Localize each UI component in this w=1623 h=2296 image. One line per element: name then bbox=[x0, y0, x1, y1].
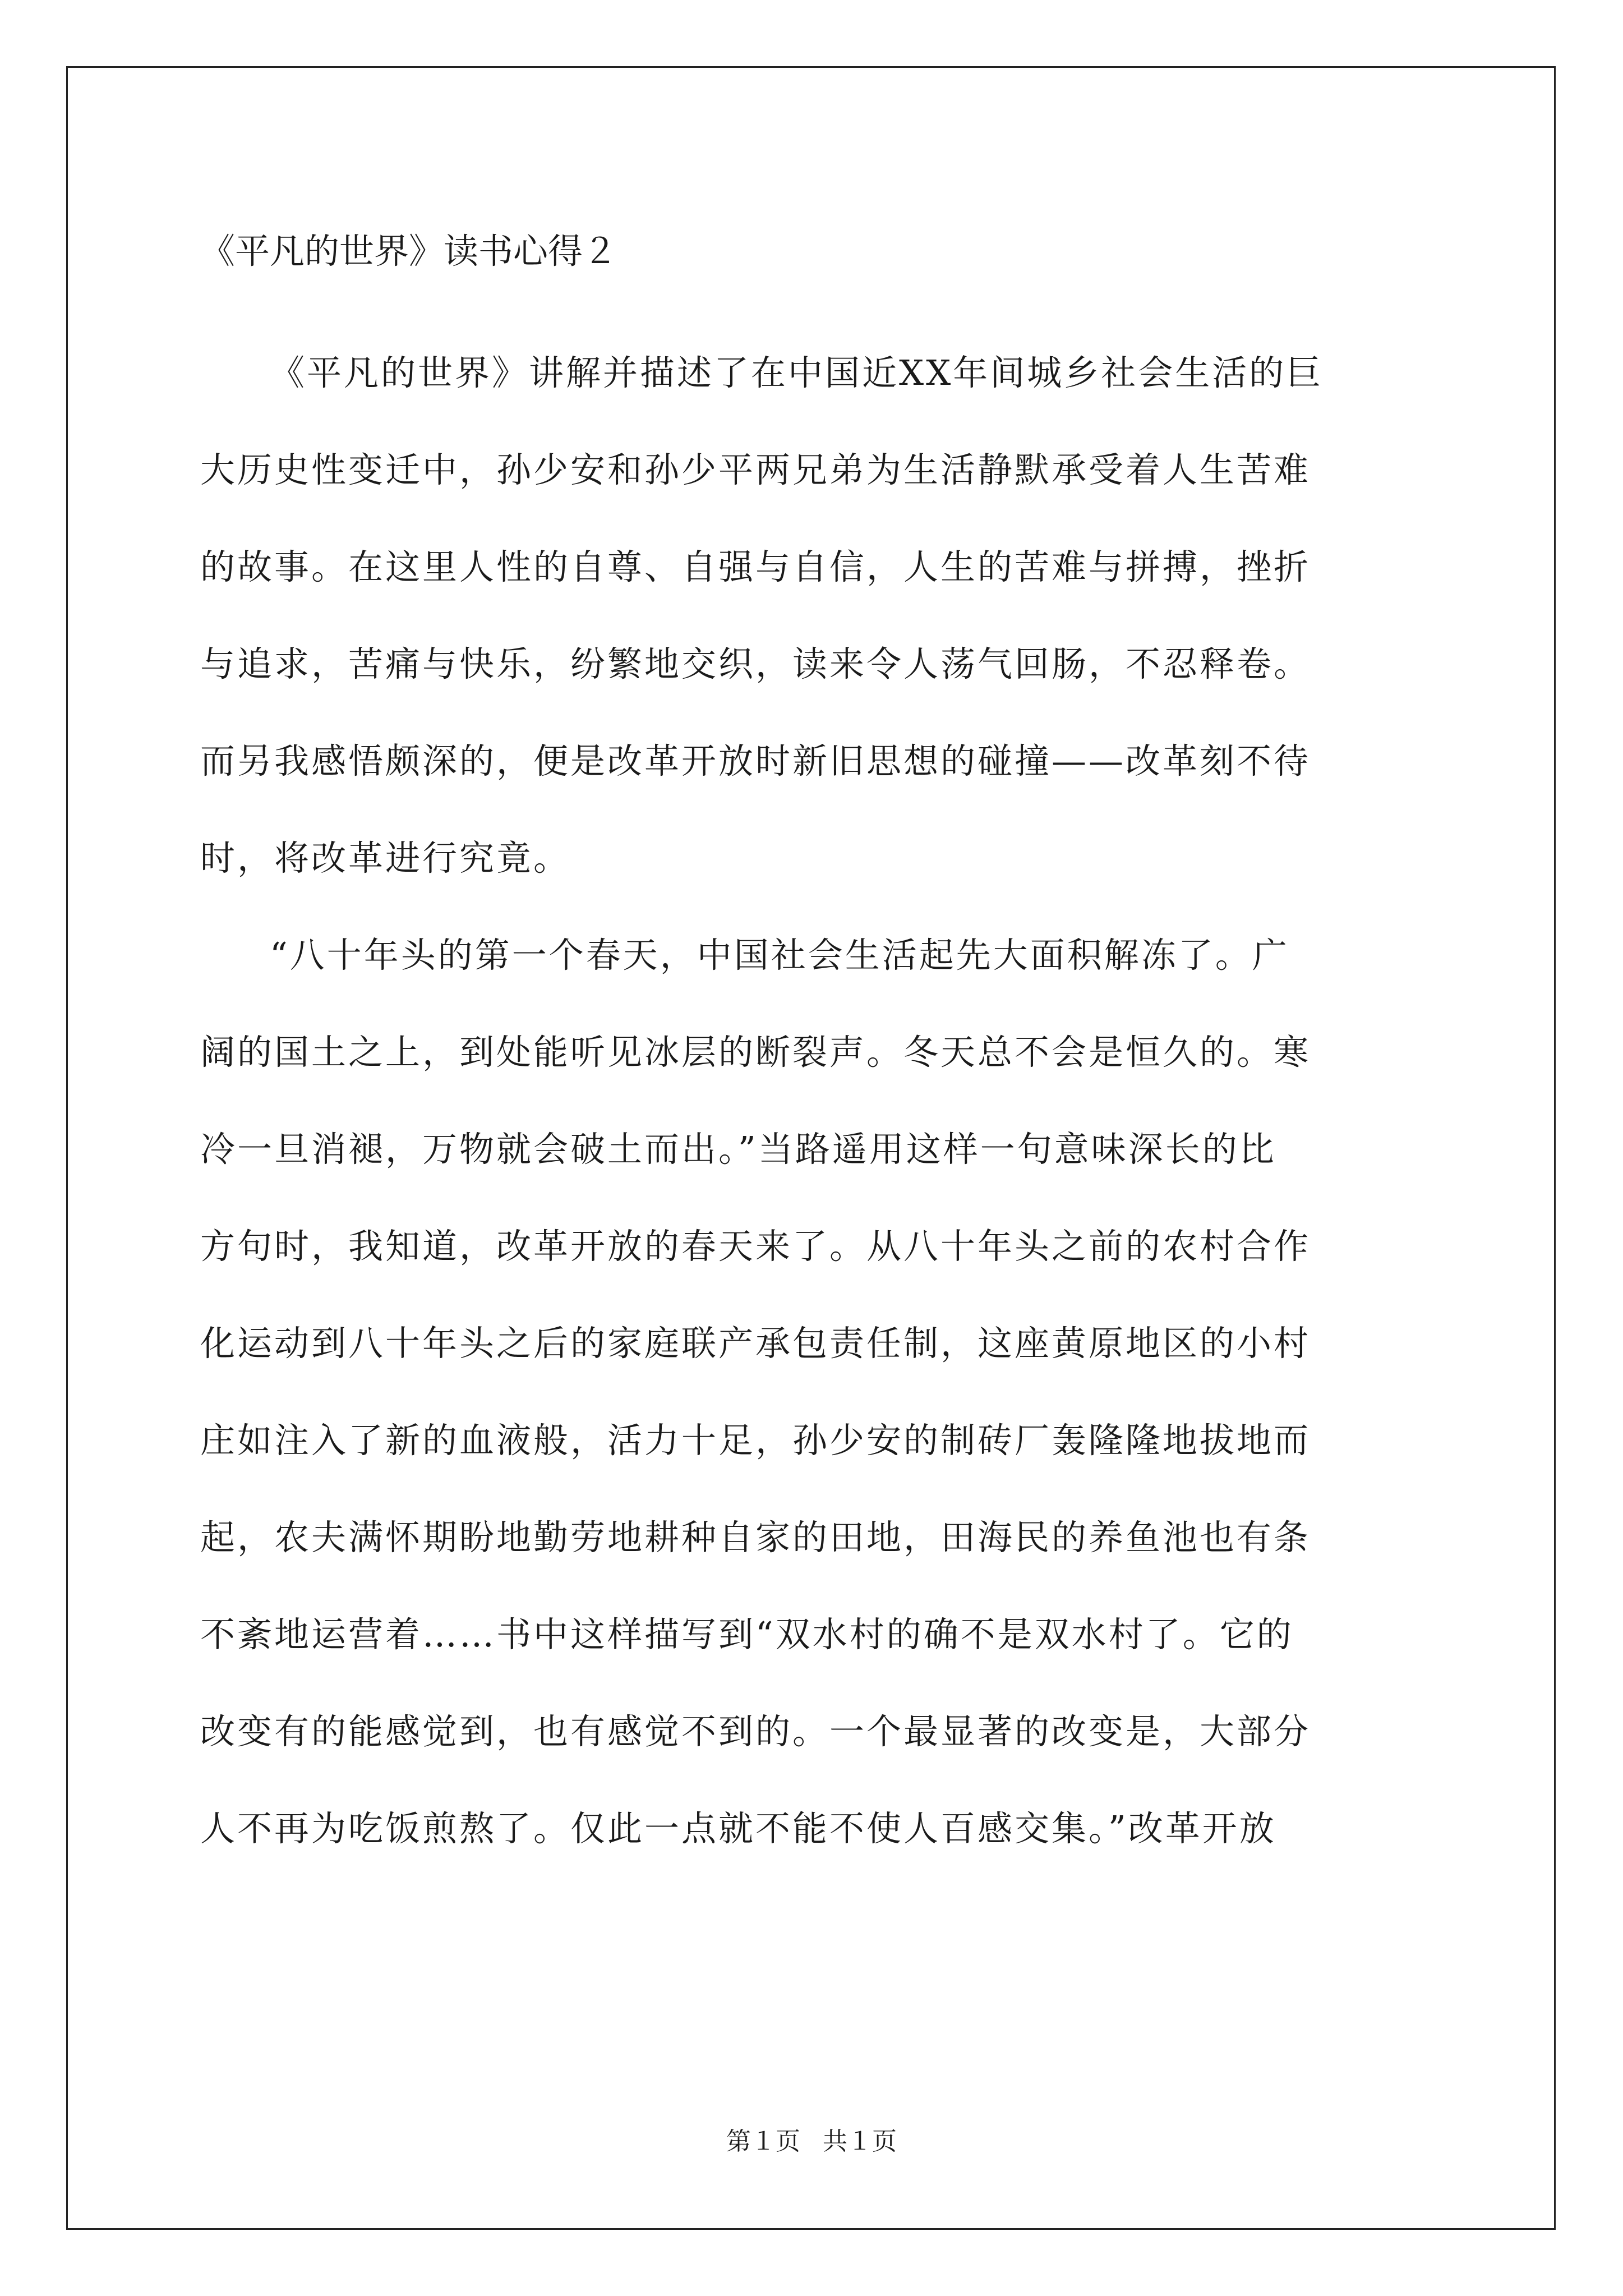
text-line: 改变有的能感觉到，也有感觉不到的。一个最显著的改变是，大部分 bbox=[200, 1711, 1311, 1752]
text-line: 庄如注入了新的血液般，活力十足，孙少安的制砖厂轰隆隆地拔地而 bbox=[200, 1420, 1311, 1461]
text-line: 起，农夫满怀期盼地勤劳地耕种自家的田地，田海民的养鱼池也有条 bbox=[200, 1517, 1311, 1558]
text-line: 冷一旦消褪，万物就会破土而出。”当路遥用这样一句意味深长的比 bbox=[200, 1129, 1276, 1170]
text-line: 而另我感悟颇深的，便是改革开放时新旧思想的碰撞——改革刻不待 bbox=[200, 740, 1311, 781]
text-line: 《平凡的世界》讲解并描述了在中国近XX年间城乡社会生活的巨 bbox=[270, 352, 1324, 393]
text-line: 大历史性变迁中，孙少安和孙少平两兄弟为生活静默承受着人生苦难 bbox=[200, 449, 1311, 490]
text-line: 化运动到八十年头之后的家庭联产承包责任制，这座黄原地区的小村 bbox=[200, 1323, 1311, 1364]
text-line: 不紊地运营着……书中这样描写到“双水村的确不是双水村了。它的 bbox=[200, 1614, 1294, 1655]
text-line: 时，将改革进行究竟。 bbox=[200, 838, 571, 878]
text-line: 人不再为吃饭煎熬了。仅此一点就不能不使人百感交集。”改革开放 bbox=[200, 1808, 1276, 1849]
page-footer bbox=[0, 2125, 1623, 2159]
document-title: 《平凡的世界》读书心得２ bbox=[200, 231, 618, 272]
page-number: 第１页 bbox=[726, 2127, 800, 2156]
paragraph bbox=[200, 907, 1434, 1877]
text-line: 方句时，我知道，改革开放的春天来了。从八十年头之前的农村合作 bbox=[200, 1226, 1311, 1267]
text-line: 与追求，苦痛与快乐，纷繁地交织，读来令人荡气回肠，不忍释卷。 bbox=[200, 643, 1311, 684]
text-line: “八十年头的第一个春天，中国社会生活起先大面积解冻了。广 bbox=[270, 935, 1289, 976]
text-line: 阔的国土之上，到处能听见冰层的断裂声。冬天总不会是恒久的。寒 bbox=[200, 1032, 1311, 1073]
text-line: 的故事。在这里人性的自尊、自强与自信，人生的苦难与拼搏，挫折 bbox=[200, 546, 1311, 587]
paragraph bbox=[200, 324, 1434, 907]
document-body bbox=[200, 324, 1434, 1877]
page-total: 共１页 bbox=[823, 2127, 897, 2156]
